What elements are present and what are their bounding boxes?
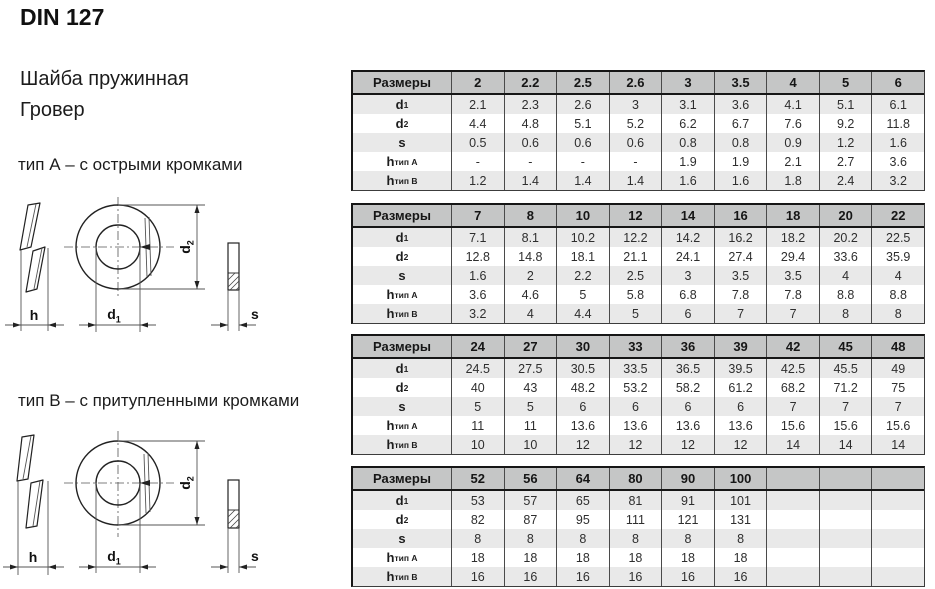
value-cell: 18: [661, 548, 714, 567]
value-cell: 1.2: [451, 171, 504, 190]
row-label-cell: h тип B: [386, 569, 418, 584]
size-header-cell: 100: [714, 468, 767, 489]
value-cell: 24.1: [661, 247, 714, 266]
value-cell: 0.8: [661, 133, 714, 152]
subtitle-line-1: Шайба пружинная: [20, 68, 189, 90]
value-cell: 8: [504, 529, 557, 548]
value-cell: 12: [609, 435, 662, 454]
value-cell: 43: [504, 378, 557, 397]
value-cell: [871, 567, 924, 586]
size-header-cell: 4: [766, 72, 819, 93]
table-row-h-type-b: [353, 304, 924, 323]
value-cell: 16: [661, 567, 714, 586]
row-label-cell: d 1: [395, 230, 409, 245]
value-cell: 11: [504, 416, 557, 435]
value-cell: 8: [609, 529, 662, 548]
value-cell: 75: [871, 378, 924, 397]
value-cell: 4: [871, 266, 924, 285]
value-cell: 0.6: [556, 133, 609, 152]
value-cell: 6: [714, 397, 767, 416]
size-header-cell: 90: [661, 468, 714, 489]
row-label-cell: d 2: [395, 380, 409, 395]
dimension-table-3: [351, 334, 925, 455]
value-cell: 3.2: [871, 171, 924, 190]
value-cell: 0.6: [504, 133, 557, 152]
front-view: [64, 431, 205, 573]
value-cell: 12.2: [609, 228, 662, 247]
value-cell: 6: [609, 397, 662, 416]
value-cell: 2.1: [766, 152, 819, 171]
value-cell: -: [451, 152, 504, 171]
value-cell: 3.2: [451, 304, 504, 323]
dim-label-s: s: [251, 548, 259, 564]
size-header-cell: 5: [819, 72, 872, 93]
type-a-label: тип А – с острыми кромками: [18, 155, 243, 174]
size-header-cell: 36: [661, 336, 714, 357]
value-cell: 1.4: [609, 171, 662, 190]
value-cell: 18.2: [766, 228, 819, 247]
value-cell: 3: [609, 95, 662, 114]
value-cell: 2.6: [556, 95, 609, 114]
value-cell: 13.6: [661, 416, 714, 435]
type-a-washer-drawing: [0, 190, 270, 340]
dim-label-d1: $d_1$: [107, 548, 121, 567]
value-cell: 18: [451, 548, 504, 567]
section-view: [211, 480, 259, 573]
table-header-row: [353, 468, 924, 491]
size-header-cell: 3: [661, 72, 714, 93]
value-cell: 29.4: [766, 247, 819, 266]
value-cell: 71.2: [819, 378, 872, 397]
value-cell: 6.1: [871, 95, 924, 114]
value-cell: 6: [661, 397, 714, 416]
value-cell: 14.8: [504, 247, 557, 266]
table-row-s: [353, 133, 924, 152]
value-cell: 6: [661, 304, 714, 323]
value-cell: 21.1: [609, 247, 662, 266]
value-cell: 12: [661, 435, 714, 454]
value-cell: 4.6: [504, 285, 557, 304]
value-cell: 7: [819, 397, 872, 416]
value-cell: 9.2: [819, 114, 872, 133]
size-header-cell: [819, 468, 872, 489]
table-row-h-type-a: [353, 152, 924, 171]
value-cell: 27.4: [714, 247, 767, 266]
section-view: [211, 243, 259, 331]
value-cell: 8: [819, 304, 872, 323]
value-cell: 7.8: [714, 285, 767, 304]
table-row-h-type-a: [353, 285, 924, 304]
value-cell: -: [556, 152, 609, 171]
value-cell: 15.6: [766, 416, 819, 435]
side-view: [5, 203, 64, 331]
value-cell: 111: [609, 510, 662, 529]
size-header-cell: 6: [871, 72, 924, 93]
value-cell: 57: [504, 491, 557, 510]
value-cell: 18: [504, 548, 557, 567]
corner-header-cell: Размеры: [373, 75, 431, 90]
size-header-cell: 33: [609, 336, 662, 357]
row-label-cell: s: [398, 268, 406, 283]
value-cell: 1.8: [766, 171, 819, 190]
value-cell: 33.5: [609, 359, 662, 378]
value-cell: 5: [451, 397, 504, 416]
value-cell: 36.5: [661, 359, 714, 378]
value-cell: [871, 510, 924, 529]
page-subtitle: [20, 64, 189, 126]
row-label-cell: h тип A: [386, 550, 418, 565]
value-cell: 1.6: [661, 171, 714, 190]
value-cell: [766, 529, 819, 548]
table-row-d2: [353, 114, 924, 133]
dim-label-d1: $d_1$: [107, 306, 121, 325]
value-cell: 7: [766, 397, 819, 416]
value-cell: 1.4: [504, 171, 557, 190]
value-cell: 0.9: [766, 133, 819, 152]
corner-header-cell: Размеры: [373, 471, 431, 486]
value-cell: 7: [871, 397, 924, 416]
value-cell: 7: [714, 304, 767, 323]
value-cell: 16: [451, 567, 504, 586]
value-cell: 6: [556, 397, 609, 416]
value-cell: 40: [451, 378, 504, 397]
value-cell: 6.8: [661, 285, 714, 304]
corner-header-cell: Размеры: [373, 208, 431, 223]
value-cell: 1.9: [661, 152, 714, 171]
value-cell: [819, 567, 872, 586]
value-cell: 48.2: [556, 378, 609, 397]
value-cell: 13.6: [714, 416, 767, 435]
value-cell: 33.6: [819, 247, 872, 266]
table-row-h-type-a: [353, 548, 924, 567]
value-cell: 2.4: [819, 171, 872, 190]
table-row-s: [353, 529, 924, 548]
value-cell: 2: [504, 266, 557, 285]
page-title: DIN 127: [20, 4, 105, 30]
size-header-cell: 22: [871, 205, 924, 226]
dim-label-d2: $d_2$: [177, 240, 196, 254]
value-cell: 18: [556, 548, 609, 567]
size-header-cell: 24: [451, 336, 504, 357]
table-row-h-type-b: [353, 171, 924, 190]
value-cell: 65: [556, 491, 609, 510]
value-cell: 101: [714, 491, 767, 510]
size-header-cell: 7: [451, 205, 504, 226]
value-cell: 1.9: [714, 152, 767, 171]
value-cell: 4: [819, 266, 872, 285]
size-header-cell: 56: [504, 468, 557, 489]
value-cell: 45.5: [819, 359, 872, 378]
value-cell: 3.5: [766, 266, 819, 285]
value-cell: 5: [609, 304, 662, 323]
size-header-cell: 27: [504, 336, 557, 357]
value-cell: 53: [451, 491, 504, 510]
size-header-cell: 48: [871, 336, 924, 357]
value-cell: 58.2: [661, 378, 714, 397]
value-cell: 3.6: [871, 152, 924, 171]
size-header-cell: 80: [609, 468, 662, 489]
table-row-s: [353, 397, 924, 416]
value-cell: [871, 491, 924, 510]
row-label-cell: d 2: [395, 116, 409, 131]
value-cell: 7.8: [766, 285, 819, 304]
value-cell: 12.8: [451, 247, 504, 266]
value-cell: 14: [871, 435, 924, 454]
value-cell: 3.6: [451, 285, 504, 304]
value-cell: 95: [556, 510, 609, 529]
size-header-cell: 2: [451, 72, 504, 93]
value-cell: 2.5: [609, 266, 662, 285]
value-cell: 2.2: [556, 266, 609, 285]
size-header-cell: 8: [504, 205, 557, 226]
value-cell: 91: [661, 491, 714, 510]
value-cell: 4: [504, 304, 557, 323]
value-cell: [819, 491, 872, 510]
table-header-row: [353, 72, 924, 95]
value-cell: [766, 491, 819, 510]
value-cell: 8: [451, 529, 504, 548]
value-cell: 8: [714, 529, 767, 548]
value-cell: 131: [714, 510, 767, 529]
value-cell: 22.5: [871, 228, 924, 247]
value-cell: 61.2: [714, 378, 767, 397]
value-cell: 0.8: [714, 133, 767, 152]
row-label-cell: d 2: [395, 512, 409, 527]
value-cell: 1.6: [714, 171, 767, 190]
size-header-cell: 64: [556, 468, 609, 489]
value-cell: 3.6: [714, 95, 767, 114]
value-cell: -: [609, 152, 662, 171]
row-label-cell: d 1: [395, 97, 409, 112]
table-row-d1: [353, 359, 924, 378]
value-cell: 1.6: [451, 266, 504, 285]
value-cell: 14: [766, 435, 819, 454]
value-cell: 5.8: [609, 285, 662, 304]
value-cell: 2.7: [819, 152, 872, 171]
row-label-cell: h тип A: [386, 418, 418, 433]
value-cell: 18: [609, 548, 662, 567]
table-row-d1: [353, 95, 924, 114]
value-cell: 0.5: [451, 133, 504, 152]
value-cell: 0.6: [609, 133, 662, 152]
row-label-cell: s: [398, 531, 406, 546]
value-cell: 12: [556, 435, 609, 454]
size-header-cell: 52: [451, 468, 504, 489]
size-header-cell: 20: [819, 205, 872, 226]
value-cell: 10: [504, 435, 557, 454]
value-cell: 8.1: [504, 228, 557, 247]
corner-header-cell: Размеры: [373, 339, 431, 354]
size-header-cell: [871, 468, 924, 489]
row-label-cell: s: [398, 399, 406, 414]
value-cell: 87: [504, 510, 557, 529]
size-header-cell: 12: [609, 205, 662, 226]
size-header-cell: 2.6: [609, 72, 662, 93]
table-header-row: [353, 205, 924, 228]
table-row-h-type-b: [353, 435, 924, 454]
value-cell: [819, 529, 872, 548]
size-header-cell: 42: [766, 336, 819, 357]
value-cell: 2.1: [451, 95, 504, 114]
value-cell: 39.5: [714, 359, 767, 378]
value-cell: 35.9: [871, 247, 924, 266]
table-row-d2: [353, 247, 924, 266]
size-header-cell: 2.5: [556, 72, 609, 93]
size-header-cell: 16: [714, 205, 767, 226]
value-cell: 1.2: [819, 133, 872, 152]
value-cell: 6.7: [714, 114, 767, 133]
size-header-cell: 2.2: [504, 72, 557, 93]
table-row-h-type-b: [353, 567, 924, 586]
value-cell: 81: [609, 491, 662, 510]
size-header-cell: 30: [556, 336, 609, 357]
value-cell: 15.6: [819, 416, 872, 435]
value-cell: 3.1: [661, 95, 714, 114]
value-cell: 12: [714, 435, 767, 454]
value-cell: 82: [451, 510, 504, 529]
value-cell: 1.6: [871, 133, 924, 152]
row-label-cell: d 1: [395, 493, 409, 508]
table-row-d1: [353, 228, 924, 247]
value-cell: 1.4: [556, 171, 609, 190]
value-cell: 5: [556, 285, 609, 304]
value-cell: 2.3: [504, 95, 557, 114]
dimension-table-2: [351, 203, 925, 324]
subtitle-line-2: Гровер: [20, 99, 85, 121]
table-row-h-type-a: [353, 416, 924, 435]
value-cell: 7.6: [766, 114, 819, 133]
value-cell: 18: [714, 548, 767, 567]
value-cell: 13.6: [556, 416, 609, 435]
row-label-cell: s: [398, 135, 406, 150]
value-cell: 30.5: [556, 359, 609, 378]
front-view: [64, 197, 205, 332]
value-cell: 8.8: [819, 285, 872, 304]
value-cell: 5.1: [556, 114, 609, 133]
size-header-cell: 39: [714, 336, 767, 357]
value-cell: 5: [504, 397, 557, 416]
table-header-row: [353, 336, 924, 359]
value-cell: 8: [871, 304, 924, 323]
value-cell: 16: [556, 567, 609, 586]
value-cell: [819, 548, 872, 567]
dim-label-h: h: [28, 549, 38, 565]
value-cell: 10: [451, 435, 504, 454]
value-cell: 5.2: [609, 114, 662, 133]
value-cell: [819, 510, 872, 529]
type-b-label: тип В – с притупленными кромками: [18, 391, 300, 410]
value-cell: 8: [661, 529, 714, 548]
value-cell: -: [504, 152, 557, 171]
value-cell: 6.2: [661, 114, 714, 133]
value-cell: 4.1: [766, 95, 819, 114]
dimension-table-4: [351, 466, 925, 587]
value-cell: 16: [714, 567, 767, 586]
dim-label-s: s: [251, 306, 259, 322]
table-row-d2: [353, 510, 924, 529]
side-view: [3, 435, 64, 575]
value-cell: 8: [556, 529, 609, 548]
value-cell: [766, 548, 819, 567]
value-cell: 13.6: [609, 416, 662, 435]
value-cell: 4.4: [451, 114, 504, 133]
value-cell: 3.5: [714, 266, 767, 285]
value-cell: 27.5: [504, 359, 557, 378]
row-label-cell: h тип B: [386, 173, 418, 188]
size-header-cell: 45: [819, 336, 872, 357]
row-label-cell: d 1: [395, 361, 409, 376]
row-label-cell: h тип B: [386, 306, 418, 321]
value-cell: 3: [661, 266, 714, 285]
value-cell: 49: [871, 359, 924, 378]
row-label-cell: d 2: [395, 249, 409, 264]
value-cell: 8.8: [871, 285, 924, 304]
value-cell: 42.5: [766, 359, 819, 378]
dimension-table-1: [351, 70, 925, 191]
value-cell: 16.2: [714, 228, 767, 247]
value-cell: 14: [819, 435, 872, 454]
size-header-cell: [766, 468, 819, 489]
value-cell: [766, 567, 819, 586]
dim-label-h: h: [29, 307, 39, 323]
row-label-cell: h тип B: [386, 437, 418, 452]
value-cell: 53.2: [609, 378, 662, 397]
value-cell: 16: [504, 567, 557, 586]
value-cell: 7: [766, 304, 819, 323]
value-cell: 121: [661, 510, 714, 529]
size-header-cell: 14: [661, 205, 714, 226]
value-cell: 4.4: [556, 304, 609, 323]
value-cell: [871, 548, 924, 567]
value-cell: 68.2: [766, 378, 819, 397]
value-cell: [766, 510, 819, 529]
value-cell: 7.1: [451, 228, 504, 247]
table-row-s: [353, 266, 924, 285]
value-cell: 11: [451, 416, 504, 435]
row-label-cell: h тип A: [386, 154, 418, 169]
row-label-cell: h тип A: [386, 287, 418, 302]
size-header-cell: 3.5: [714, 72, 767, 93]
value-cell: 20.2: [819, 228, 872, 247]
split-pointer-icon: [140, 244, 150, 250]
value-cell: 11.8: [871, 114, 924, 133]
size-header-cell: 18: [766, 205, 819, 226]
value-cell: 16: [609, 567, 662, 586]
value-cell: 18.1: [556, 247, 609, 266]
value-cell: 15.6: [871, 416, 924, 435]
value-cell: 14.2: [661, 228, 714, 247]
value-cell: 4.8: [504, 114, 557, 133]
value-cell: 5.1: [819, 95, 872, 114]
value-cell: [871, 529, 924, 548]
table-row-d2: [353, 378, 924, 397]
table-row-d1: [353, 491, 924, 510]
type-b-washer-drawing: [0, 425, 270, 583]
size-header-cell: 10: [556, 205, 609, 226]
value-cell: 24.5: [451, 359, 504, 378]
dim-label-d2: $d_2$: [177, 476, 196, 490]
value-cell: 10.2: [556, 228, 609, 247]
